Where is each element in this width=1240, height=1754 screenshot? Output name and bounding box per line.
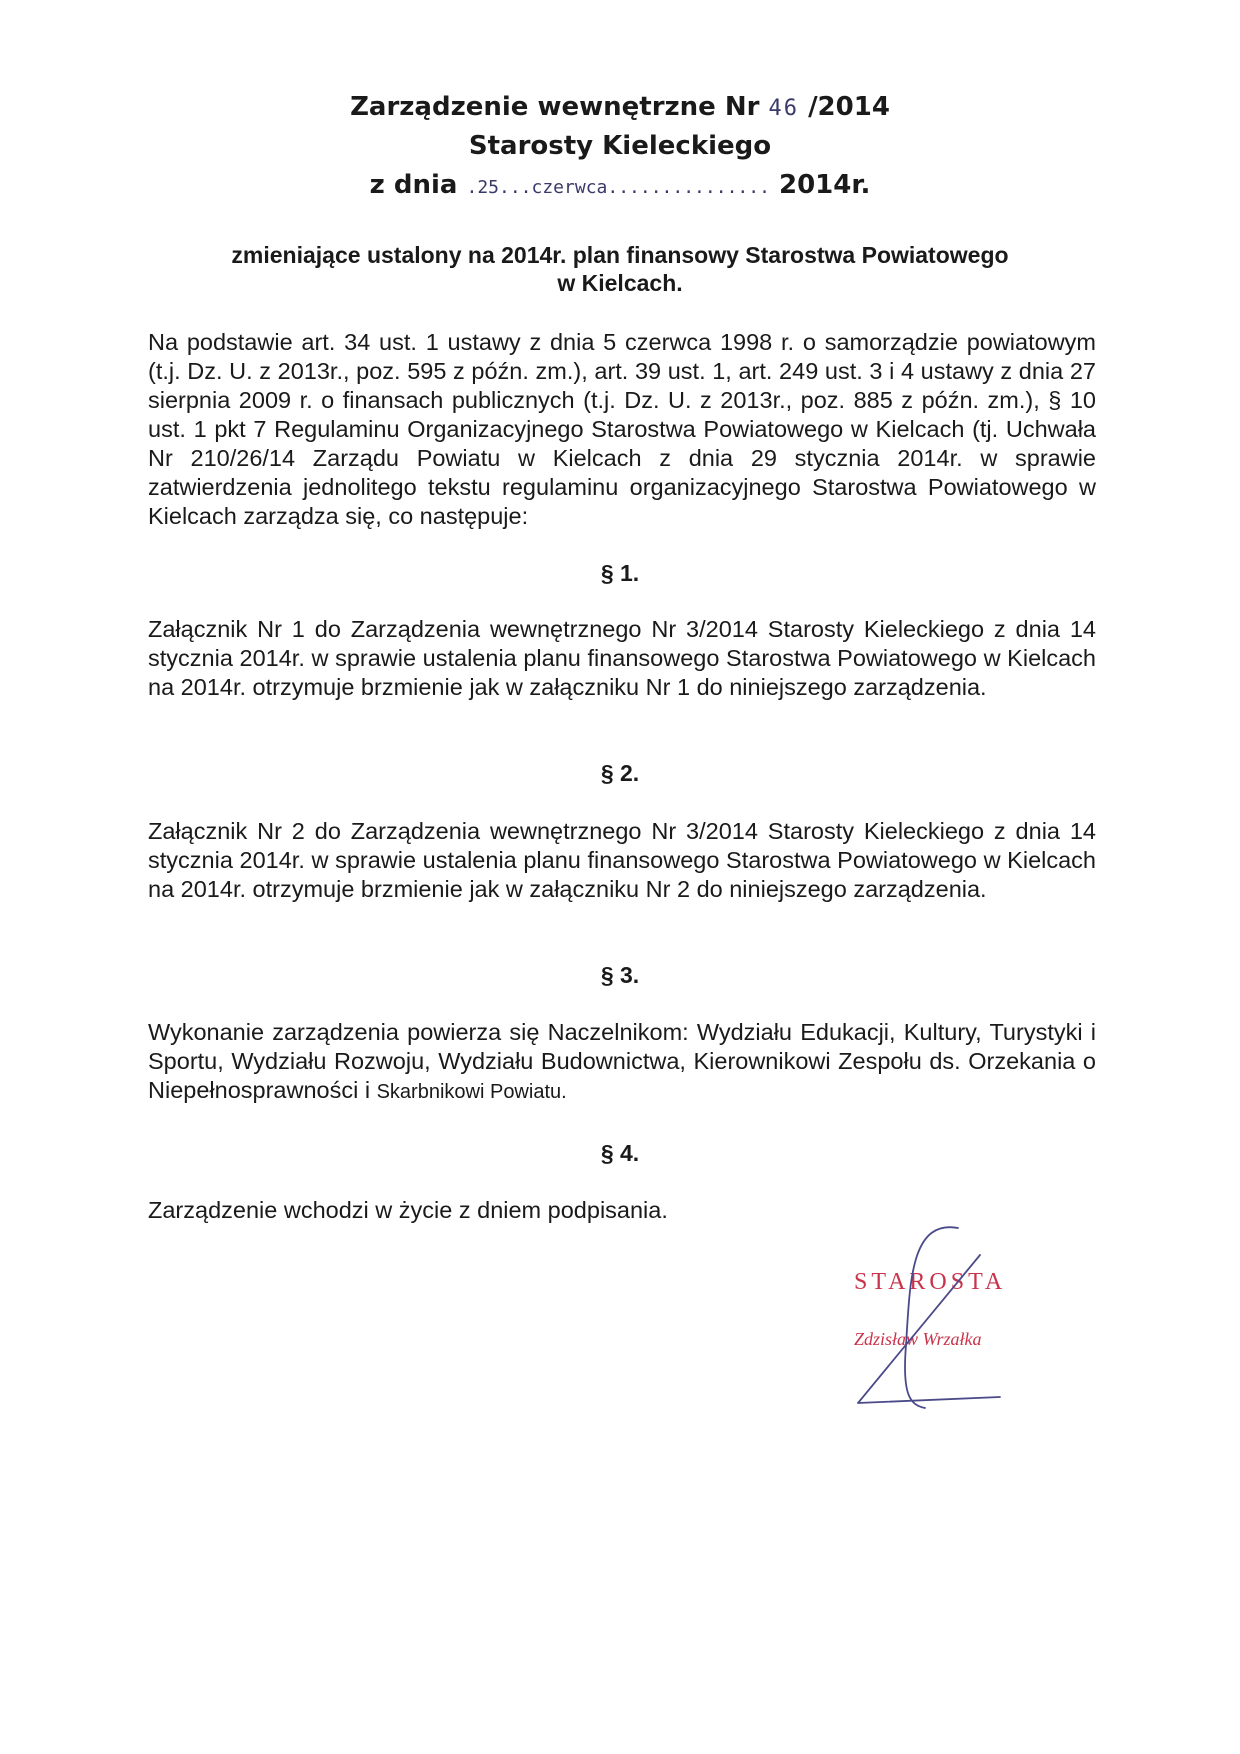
preamble-paragraph: Na podstawie art. 34 ust. 1 ustawy z dnia 5 czerwca 1998 r. o samorządzie powiatowym (t.j. Dz. U. z 2013r., poz. 595 z późn. zm.), art. 39 ust. 1, art. 249 ust. 3 i 4 ustawy z dnia 27 sierpnia 2009 r. o finansach publicznych (t.j. Dz. U. z 2013r., poz. 885 z późn. zm.), § 10 ust. 1 pkt 7 Regulaminu Organizacyjnego Starostwa Powiatowego w Kielcach (tj. Uchwała Nr 210/26/14 Zarządu Powiatu w Kielcach z dnia 29 stycznia 2014r. w sprawie zatwierdzenia jednolitego tekstu regulaminu organizacyjnego Starostwa Powiatowego w Kielcach zarządza się, co następuje: (148, 329, 1096, 529)
section-3-text-small: Skarbnikowi Powiatu. (376, 1081, 567, 1103)
document-date-line (0, 166, 1240, 207)
handwritten-signature-icon (840, 1225, 1040, 1415)
date-year: 2014r. (778, 170, 871, 200)
section-2-heading: § 2. (600, 760, 640, 786)
section-4-text: Zarządzenie wchodzi w życie z dniem podpisania. (148, 1197, 668, 1223)
document-title-line2: Starosty Kieleckiego (468, 131, 772, 161)
stamp-name: Zdzisław Wrzałka (854, 1329, 982, 1349)
section-2-text: Załącznik Nr 2 do Zarządzenia wewnętrznego Nr 3/2014 Starosty Kieleckiego z dnia 14 stycznia 2014r. w sprawie ustalenia planu finansowego Starostwa Powiatowego w Kielcach na 2014r. otrzymuje brzmienie jak w załączniku Nr 2 do niniejszego zarządzenia. (148, 818, 1096, 902)
official-stamp (840, 1225, 1040, 1415)
subject-line2: w Kielcach. (557, 270, 683, 296)
title-prefix: Zarządzenie wewnętrzne Nr (350, 92, 760, 122)
document-title-line1 (0, 88, 1240, 128)
section-4-heading: § 4. (600, 1140, 640, 1166)
stamp-title: STAROSTA (854, 1269, 1007, 1295)
subject-line1: zmieniające ustalony na 2014r. plan finansowy Starostwa Powiatowego (231, 242, 1009, 268)
handwritten-number: 46 (768, 96, 799, 121)
section-3-heading: § 3. (600, 962, 640, 988)
section-3-text-main: Wykonanie zarządzenia powierza się Naczelnikom: Wydziału Edukacji, Kultury, Turystyki i Sportu, Wydziału Rozwoju, Wydziału Budownictwa, Kierownikowi Zespołu ds. Orzekania o Niepełnosprawności i (148, 1019, 1096, 1103)
date-prefix: z dnia (369, 170, 458, 200)
handwritten-date: .25...czerwca............... (466, 177, 770, 198)
section-1-heading: § 1. (600, 560, 640, 586)
section-3-text (148, 1018, 1096, 1107)
title-year: /2014 (808, 92, 890, 122)
section-1-text: Załącznik Nr 1 do Zarządzenia wewnętrznego Nr 3/2014 Starosty Kieleckiego z dnia 14 stycznia 2014r. w sprawie ustalenia planu finansowego Starostwa Powiatowego w Kielcach na 2014r. otrzymuje brzmienie jak w załączniku Nr 1 do niniejszego zarządzenia. (148, 616, 1096, 700)
